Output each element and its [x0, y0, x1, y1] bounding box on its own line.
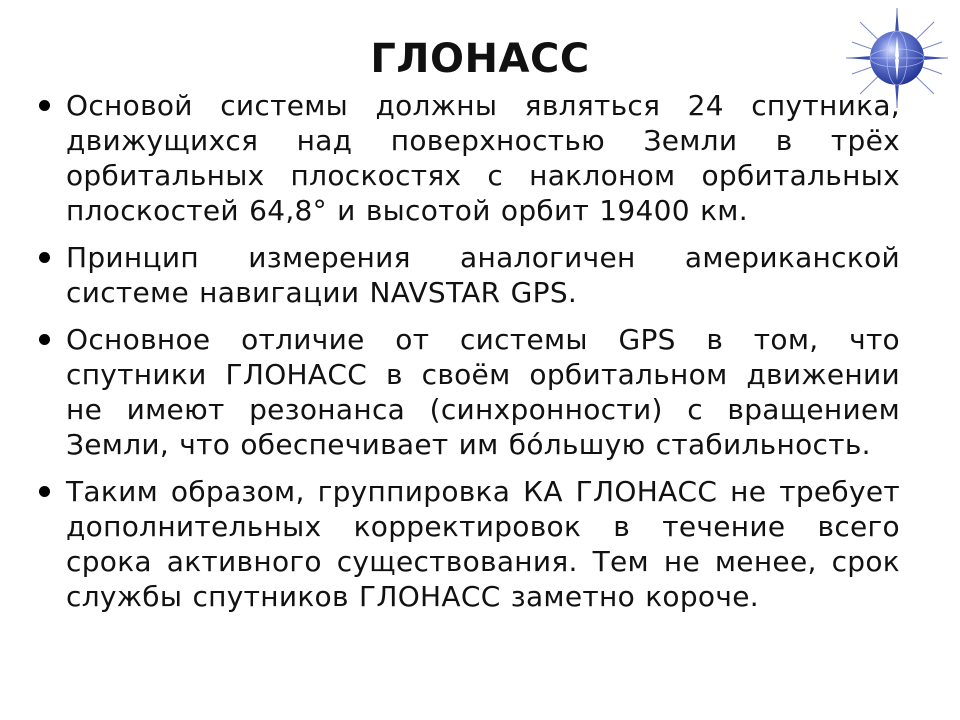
bullet-icon: [39, 486, 50, 497]
bullet-list: [34, 88, 900, 626]
list-item: [34, 88, 900, 228]
bullet-text: Основой системы должны являться 24 спутника, движущихся над поверхностью Земли в трёх орбитальных плоскостях с наклоном орбитальных плоскостей 64,8° и высотой орбит 19400 км.: [66, 89, 900, 227]
list-item: [34, 474, 900, 614]
bullet-text: Основное отличие от системы GPS в том, что спутники ГЛОНАСС в своём орбитальном движении не имеют резонанса (синхронности) с вращением Земли, что обеспечивает им бóльшую стабильность.: [66, 323, 900, 461]
list-item: [34, 322, 900, 462]
bullet-icon: [39, 334, 50, 345]
bullet-icon: [39, 100, 50, 111]
bullet-icon: [39, 252, 50, 263]
slide-title: ГЛОНАСС: [370, 36, 590, 82]
list-item: [34, 240, 900, 310]
bullet-text: Таким образом, группировка КА ГЛОНАСС не требует дополнительных корректировок в течение всего срока активного существования. Тем не менее, срок службы спутников ГЛОНАСС заметно короче.: [66, 475, 900, 613]
bullet-text: Принцип измерения аналогичен американской системе навигации NAVSTAR GPS.: [66, 241, 900, 309]
